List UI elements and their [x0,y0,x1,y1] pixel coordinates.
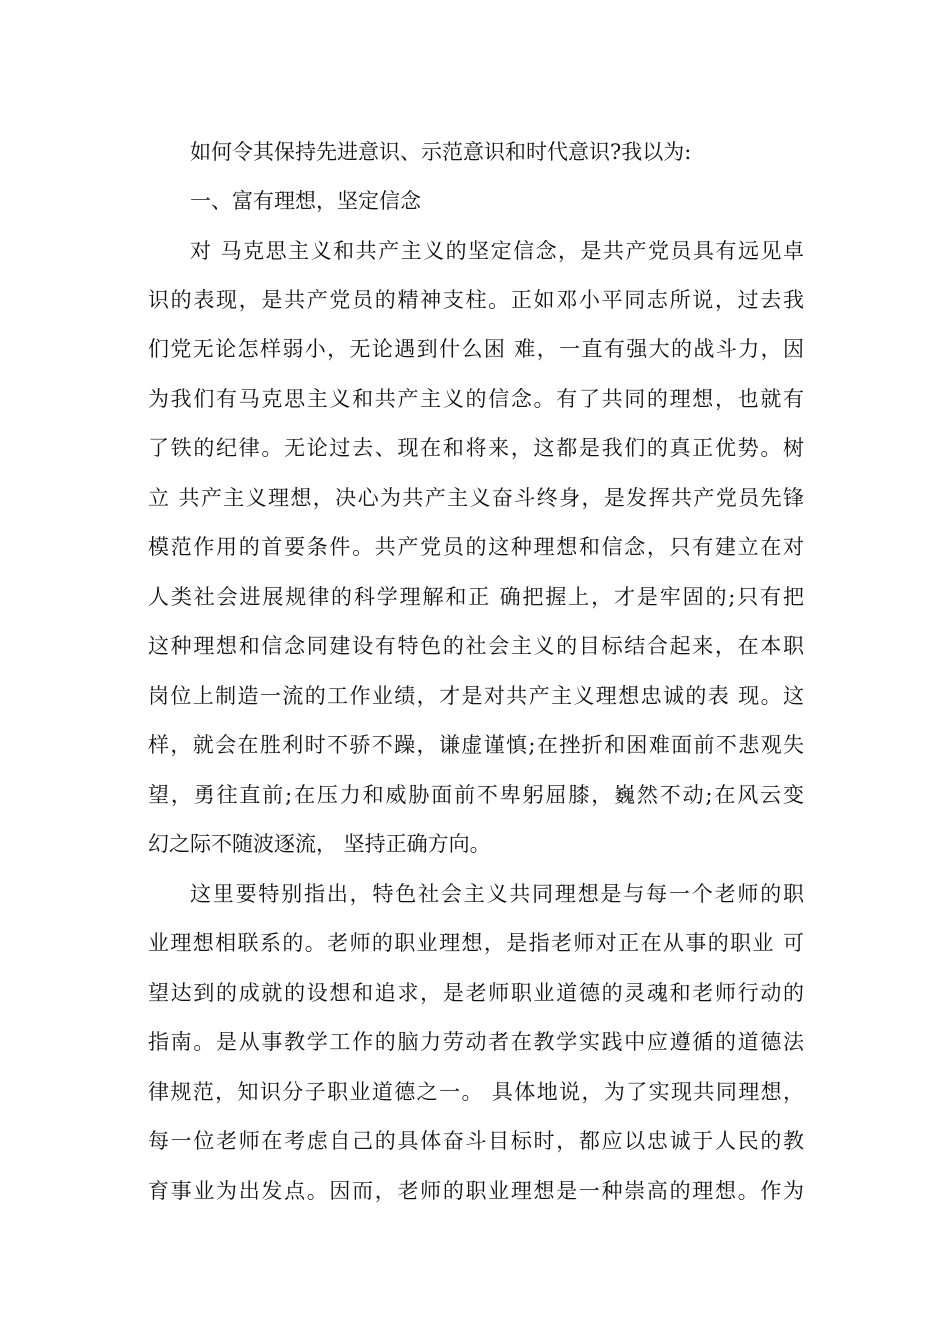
paragraph-line: 了铁的纪律。无论过去、现在和将来，这都是我们的真正优势。树 [148,436,804,460]
paragraph-line: 指南。是从事教学工作的脑力劳动者在教学实践中应遵循的道德法 [148,1030,804,1054]
paragraph-line: 幻之际不随波逐流， 坚持正确方向。 [148,832,491,856]
paragraph-line: 律规范，知识分子职业道德之一。 具体地说，为了实现共同理想， [148,1080,804,1104]
paragraph-line: 立 共产主义理想，决心为共产主义奋斗终身，是发挥共产党员先锋 [148,486,804,510]
paragraph-line: 们党无论怎样弱小，无论遇到什么困 难，一直有强大的战斗力，因 [148,337,804,361]
paragraph-line: 这种理想和信念同建设有特色的社会主义的目标结合起来，在本职 [148,634,804,658]
paragraph-line: 每一位老师在考虑自己的具体奋斗目标时，都应以忠诚于人民的教 [148,1129,804,1153]
paragraph-line: 这里要特别指出，特色社会主义共同理想是与每一个老师的职 [190,882,804,906]
paragraph-line: 岗位上制造一流的工作业绩，才是对共产主义理想忠诚的表 现。这 [148,684,804,708]
paragraph-line: 样，就会在胜利时不骄不躁，谦虚谨慎;在挫折和困难面前不悲观失 [148,733,804,757]
paragraph-line: 对 马克思主义和共产主义的坚定信念，是共产党员具有远见卓 [190,239,804,263]
intro-line: 如何令其保持先进意识、示范意识和时代意识?我以为: [190,140,692,164]
paragraph-line: 为我们有马克思主义和共产主义的信念。有了共同的理想，也就有 [148,387,804,411]
paragraph-line: 望达到的成就的设想和追求，是老师职业道德的灵魂和老师行动的 [148,981,804,1005]
paragraph-line: 育事业为出发点。因而，老师的职业理想是一种崇高的理想。作为 [148,1179,804,1203]
paragraph-line: 业理想相联系的。老师的职业理想，是指老师对正在从事的职业 可 [148,931,804,955]
paragraph-line: 望，勇往直前;在压力和威胁面前不卑躬屈膝，巍然不动;在风云变 [148,783,804,807]
paragraph-line: 人类社会进展规律的科学理解和正 确把握上，才是牢固的;只有把 [148,585,804,609]
paragraph-line: 模范作用的首要条件。共产党员的这种理想和信念，只有建立在对 [148,535,804,559]
paragraph-line: 识的表现，是共产党员的精神支柱。正如邓小平同志所说，过去我 [148,288,804,312]
section-heading: 一、富有理想，坚定信念 [190,189,421,213]
